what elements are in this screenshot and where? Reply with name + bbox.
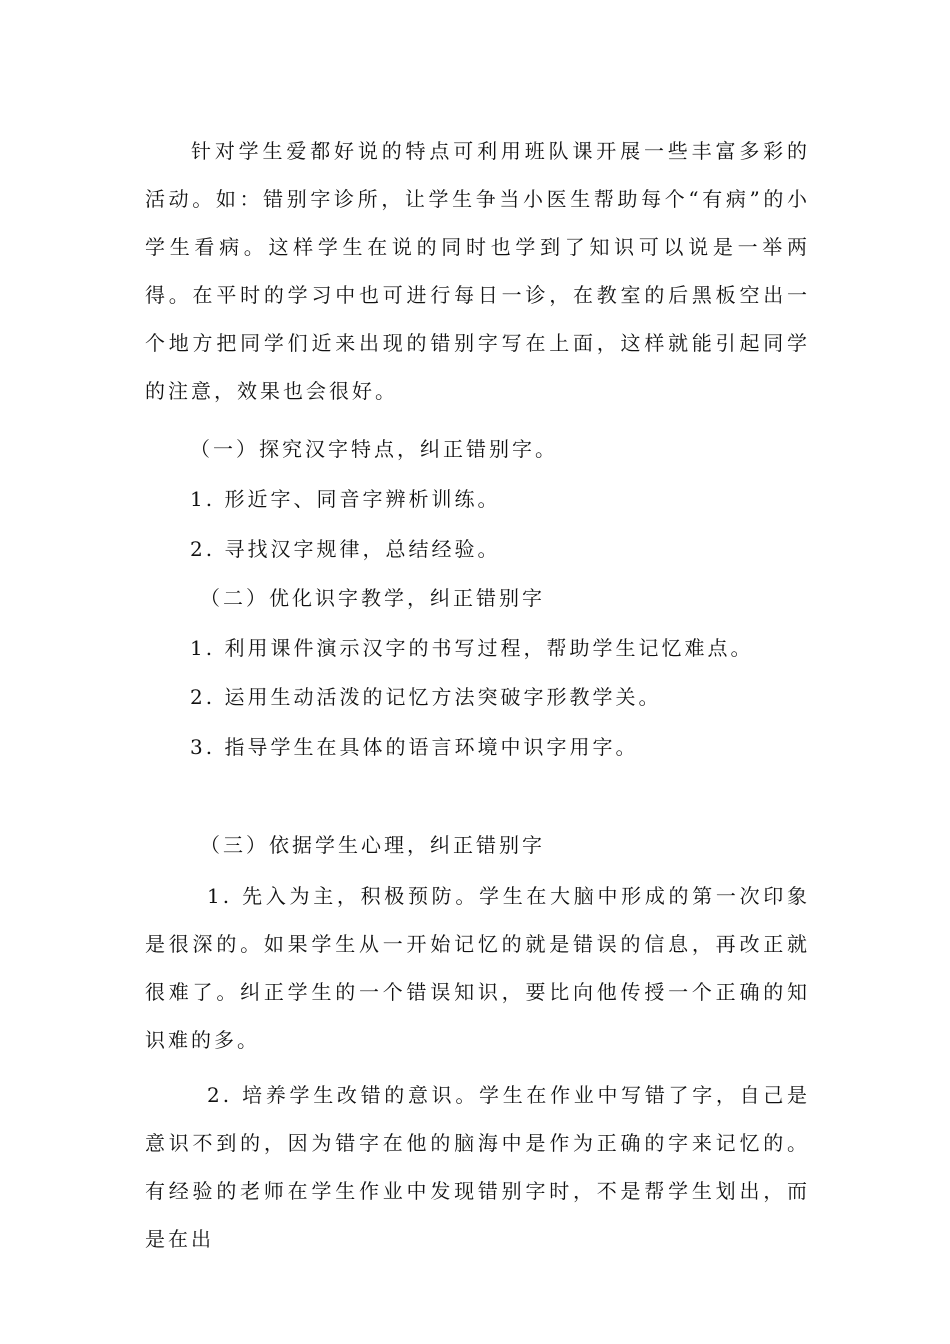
section-two-item-1: 1. 利用课件演示汉字的书写过程，帮助学生记忆难点。 [190, 636, 754, 660]
section-three-paragraph-1: 1. 先入为主，积极预防。学生在大脑中形成的第一次印象是很深的。如果学生从一开始记忆的就是错误的信息，再改正就很难了。纠正学生的一个错误知识，要比向他传授一个正确的知识难的多。 [145, 884, 810, 1052]
section-three-paragraph-2: 2. 培养学生改错的意识。学生在作业中写错了字，自己是意识不到的，因为错字在他的脑海中是作为正确的字来记忆的。有经验的老师在学生作业中发现错别字时，不是帮学生划出，而是在出 [145, 1083, 810, 1251]
section-three-heading: （三）依据学生心理，纠正错别字 [200, 833, 545, 857]
section-two-item-3: 3. 指导学生在具体的语言环境中识字用字。 [190, 735, 639, 759]
section-one-heading: （一）探究汉字特点，纠正错别字。 [190, 437, 558, 461]
intro-paragraph: 针对学生爱都好说的特点可利用班队课开展一些丰富多彩的活动。如：错别字诊所，让学生争当小医生帮助每个“有病”的小学生看病。这样学生在说的同时也学到了知识可以说是一举两得。在平时的学习中也可进行每日一诊，在教室的后黑板空出一个地方把同学们近来出现的错别字写在上面，这样就能引起同学的注意，效果也会很好。 [145, 139, 810, 403]
section-two-item-2: 2. 运用生动活泼的记忆方法突破字形教学关。 [190, 685, 662, 709]
section-two-heading: （二）优化识字教学，纠正错别字 [200, 586, 545, 610]
section-one-item-2: 2. 寻找汉字规律，总结经验。 [190, 537, 501, 561]
section-one-item-1: 1. 形近字、同音字辨析训练。 [190, 487, 501, 511]
